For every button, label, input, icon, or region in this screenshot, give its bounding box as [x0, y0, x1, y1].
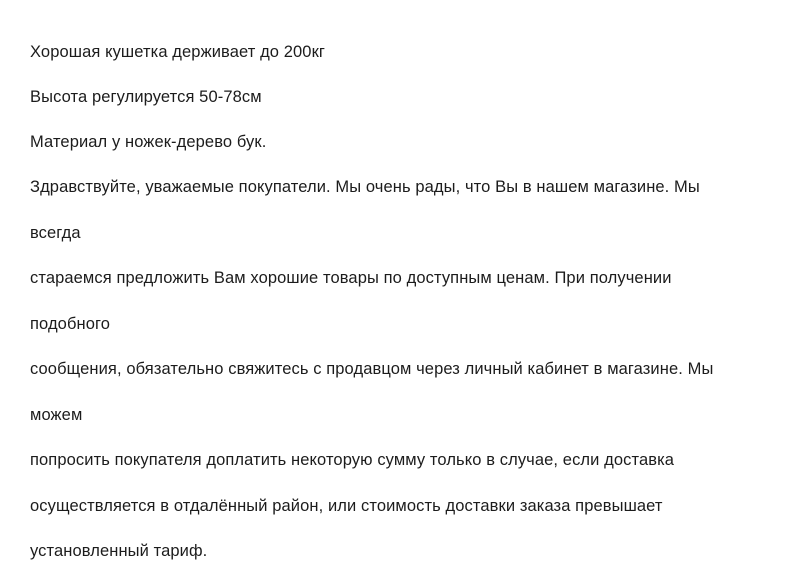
message-line: установленный тариф.	[30, 542, 208, 560]
spec-line: Материал у ножек-дерево бук.	[30, 133, 267, 151]
product-specs-block	[30, 30, 740, 165]
spec-line: Высота регулируется 50-78см	[30, 88, 262, 106]
spec-line: Хорошая кушетка держивает до 200кг	[30, 43, 326, 61]
message-line: сообщения, обязательно свяжитесь с продавцом через личный кабинет в магазине. Мы можем	[30, 360, 719, 424]
seller-message-block	[30, 165, 740, 575]
message-line: стараемся предложить Вам хорошие товары по доступным ценам. При получении подобного	[30, 269, 677, 333]
message-line: попросить покупателя доплатить некоторую сумму только в случае, если доставка	[30, 451, 675, 469]
message-line: Здравствуйте, уважаемые покупатели. Мы очень рады, что Вы в нашем магазине. Мы всегда	[30, 178, 705, 242]
message-line: осуществляется в отдалённый район, или стоимость доставки заказа превышает	[30, 496, 663, 515]
